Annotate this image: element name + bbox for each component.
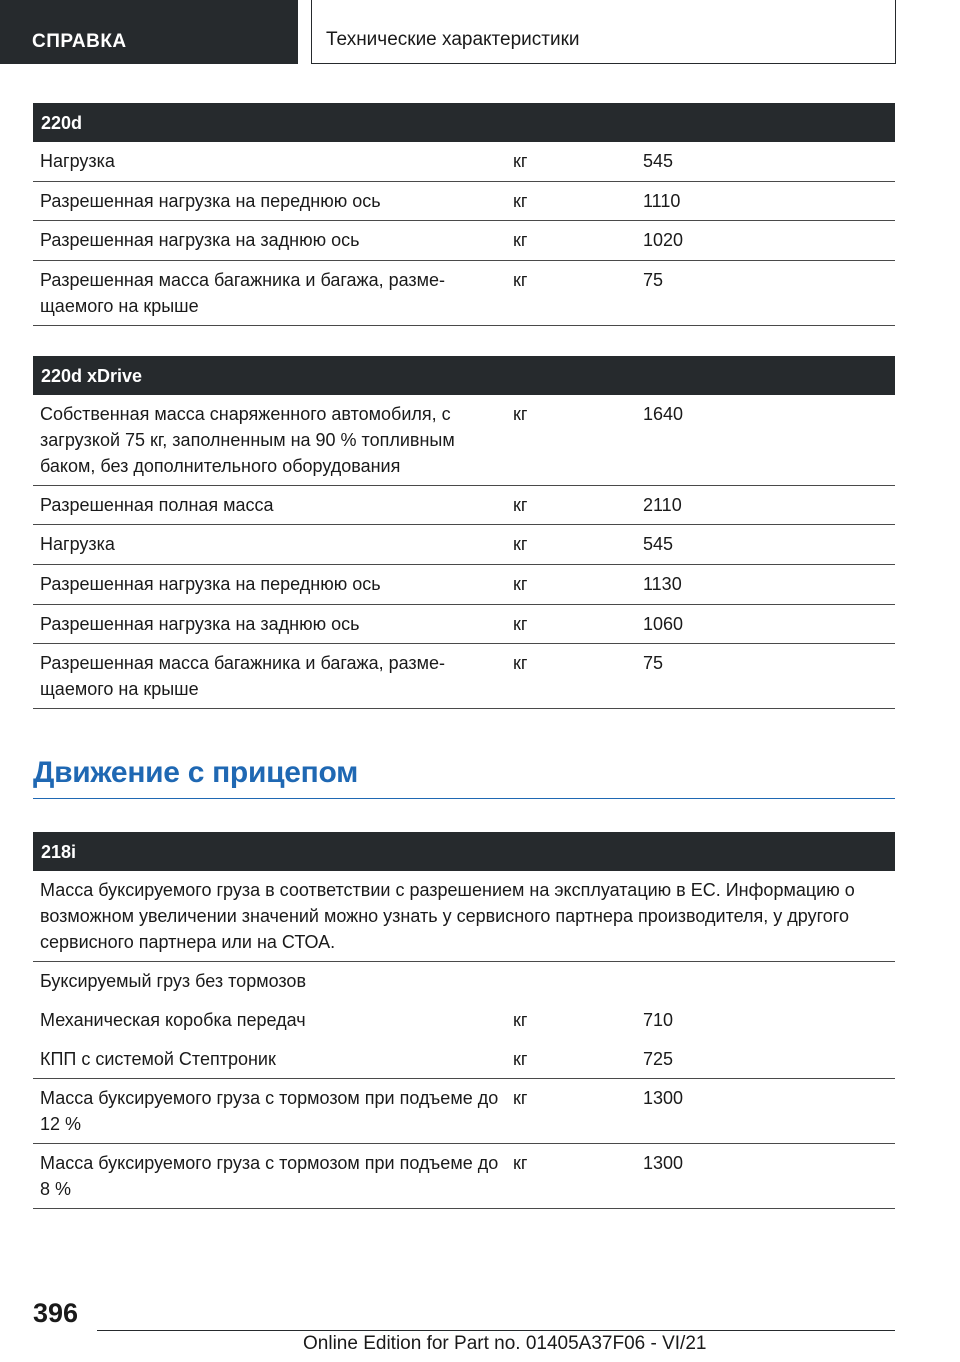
row-value: 1300: [643, 1153, 684, 1173]
row-value: 2110: [643, 495, 682, 515]
row-unit: кг: [513, 1010, 528, 1030]
table-220d-xdrive: [33, 356, 895, 709]
row-unit: кг: [513, 574, 528, 594]
row-unit: кг: [513, 1088, 528, 1108]
row-unit: кг: [513, 270, 528, 290]
row-label: Разрешенная нагрузка на заднюю ось: [40, 614, 360, 634]
row-unit: кг: [513, 151, 528, 171]
table-row: [33, 644, 895, 709]
row-value: 545: [643, 151, 674, 171]
row-label: Разрешенная масса багажника и багажа, размещаемого на крыше: [40, 653, 446, 699]
table-row: [33, 565, 895, 605]
row-value: 1060: [643, 614, 684, 634]
row-value: 725: [643, 1049, 674, 1069]
header-chapter: [311, 0, 896, 64]
row-value: 1020: [643, 230, 684, 250]
row-unit: кг: [513, 534, 528, 554]
row-label: Разрешенная масса багажника и багажа, размещаемого на крыше: [40, 270, 446, 316]
table-title: 220d xDrive: [33, 356, 895, 395]
row-label: Разрешенная нагрузка на переднюю ось: [40, 191, 381, 211]
table-row-subheading: [33, 962, 895, 1001]
table-row: [33, 1001, 895, 1040]
footer-divider: [97, 1330, 895, 1331]
row-unit: кг: [513, 653, 528, 673]
table-row: [33, 142, 895, 182]
table-218i-towing: [33, 832, 895, 1209]
row-value: 1640: [643, 404, 684, 424]
row-unit: кг: [513, 191, 528, 211]
table-row: [33, 395, 895, 486]
row-label: Нагрузка: [40, 534, 115, 554]
section-divider: [33, 798, 895, 799]
header-section-label: СПРАВКА: [32, 31, 127, 52]
row-value: 75: [643, 270, 664, 290]
row-label: Масса буксируемого груза с тормозом при подъеме до 8 %: [40, 1153, 499, 1199]
row-value: 1130: [643, 574, 682, 594]
table-row: [33, 182, 895, 221]
table-220d: [33, 103, 895, 326]
row-value: 75: [643, 653, 664, 673]
table-row: [33, 1079, 895, 1144]
row-unit: кг: [513, 230, 528, 250]
row-label: Механическая коробка передач: [40, 1010, 306, 1030]
row-unit: кг: [513, 1153, 528, 1173]
header-section: [0, 0, 298, 64]
row-label: Масса буксируемого груза с тормозом при подъеме до 12 %: [40, 1088, 499, 1134]
row-unit: кг: [513, 614, 528, 634]
section-heading: Движение с прицепом: [33, 756, 358, 789]
row-label: Разрешенная полная масса: [40, 495, 274, 515]
row-label: КПП с системой Стептроник: [40, 1049, 276, 1069]
header-chapter-label: Технические характеристики: [326, 29, 580, 50]
table-row: [33, 261, 895, 326]
footer-edition: Online Edition for Part no. 01405A37F06 - VI/21: [303, 1333, 707, 1354]
towing-subheading: Буксируемый груз без тормозов: [40, 971, 307, 991]
row-label: Разрешенная нагрузка на переднюю ось: [40, 574, 381, 594]
row-unit: кг: [513, 404, 528, 424]
table-title: 220d: [33, 103, 895, 142]
table-row: [33, 1144, 895, 1209]
row-value: 1300: [643, 1088, 684, 1108]
row-value: 710: [643, 1010, 674, 1030]
table-row: [33, 221, 895, 261]
row-label: Собственная масса снаряженного автомобиля, с загрузкой 75 кг, заполненным на 90 % топливным баком, без дополнительного оборудования: [40, 404, 455, 476]
row-unit: кг: [513, 495, 528, 515]
table-row: [33, 605, 895, 644]
row-label: Разрешенная нагрузка на заднюю ось: [40, 230, 360, 250]
row-value: 545: [643, 534, 674, 554]
table-row-note: [33, 871, 895, 962]
table-row: [33, 486, 895, 525]
table-title: 218i: [33, 832, 895, 871]
table-row: [33, 525, 895, 565]
page-number: 396: [33, 1298, 79, 1328]
row-value: 1110: [643, 191, 681, 211]
table-row: [33, 1040, 895, 1079]
towing-note: Масса буксируемого груза в соответствии с разрешением на эксплуатацию в ЕС. Информацию о возможном увеличении значений можно узнать у сервисного партнера производителя, у другого сервисного партнера или на СТОА.: [40, 880, 855, 952]
row-label: Нагрузка: [40, 151, 115, 171]
row-unit: кг: [513, 1049, 528, 1069]
